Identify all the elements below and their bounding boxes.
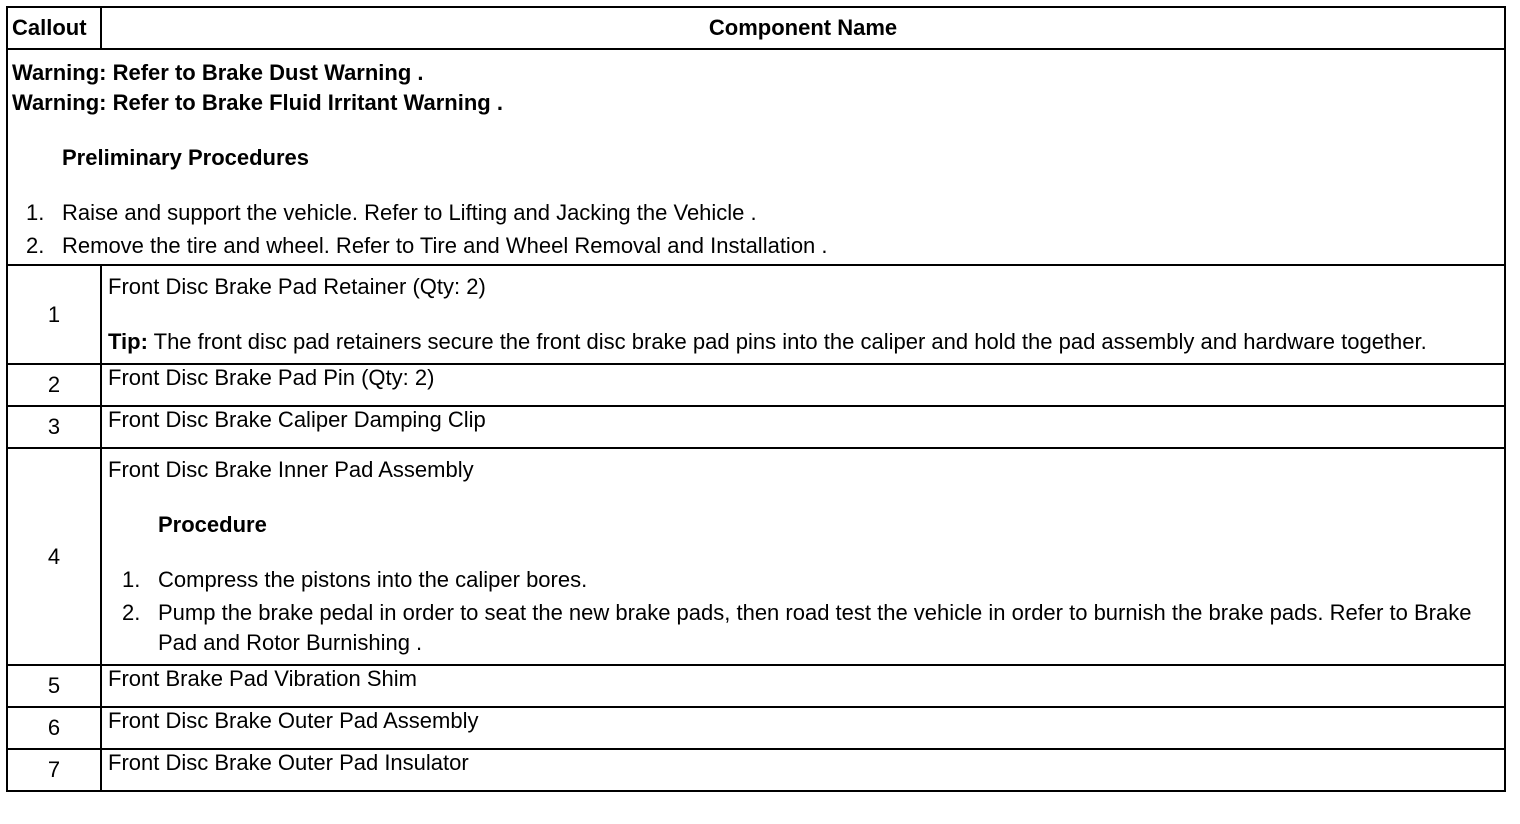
table-row — [7, 406, 1505, 448]
component-table — [6, 6, 1506, 792]
callout-number: 7 — [7, 749, 101, 791]
intro-row — [7, 49, 1505, 265]
step-text: Remove the tire and wheel. Refer to Tire and Wheel Removal and Installation . — [62, 233, 828, 258]
table-row — [7, 448, 1505, 665]
step-number: 1. — [122, 567, 141, 592]
table-row — [7, 265, 1505, 364]
component-name: Front Brake Pad Vibration Shim — [101, 665, 1505, 707]
component-name-cell — [101, 448, 1505, 665]
component-name: Front Disc Brake Pad Pin (Qty: 2) — [101, 364, 1505, 406]
step-number: 2. — [122, 600, 141, 625]
tip-label: Tip: — [108, 329, 148, 354]
procedure-title: Procedure — [158, 512, 267, 537]
step-item — [12, 231, 1500, 261]
step-number: 1. — [26, 200, 45, 225]
table-row — [7, 707, 1505, 749]
step-text: Raise and support the vehicle. Refer to Lifting and Jacking the Vehicle . — [62, 200, 757, 225]
component-name: Front Disc Brake Inner Pad Assembly — [108, 457, 474, 482]
warning-brake-fluid: Warning: Refer to Brake Fluid Irritant Warning . — [12, 90, 503, 115]
table-row — [7, 749, 1505, 791]
callout-number: 1 — [7, 265, 101, 364]
intro-cell — [7, 49, 1505, 265]
callout-number: 6 — [7, 707, 101, 749]
component-name: Front Disc Brake Outer Pad Insulator — [101, 749, 1505, 791]
callout-number: 3 — [7, 406, 101, 448]
callout-header: Callout — [7, 7, 101, 49]
preliminary-steps — [12, 198, 1500, 261]
component-name-cell — [101, 265, 1505, 364]
step-text: Pump the brake pedal in order to seat the new brake pads, then road test the vehicle in order to burnish the brake pads. Refer to Brake Pad and Rotor Burnishing . — [158, 600, 1472, 655]
component-name: Front Disc Brake Outer Pad Assembly — [101, 707, 1505, 749]
callout-number: 2 — [7, 364, 101, 406]
step-item — [12, 198, 1500, 228]
table-row — [7, 665, 1505, 707]
callout-number: 4 — [7, 448, 101, 665]
procedure-steps — [108, 565, 1498, 658]
component-name: Front Disc Brake Caliper Damping Clip — [101, 406, 1505, 448]
tip-note — [108, 327, 1498, 363]
component-name-header: Component Name — [101, 7, 1505, 49]
component-name: Front Disc Brake Pad Retainer (Qty: 2) — [108, 274, 486, 299]
tip-text: The front disc pad retainers secure the front disc brake pad pins into the caliper and hold the pad assembly and hardware together. — [147, 329, 1427, 354]
warning-brake-dust: Warning: Refer to Brake Dust Warning . — [12, 60, 424, 85]
step-item — [108, 565, 1498, 595]
step-number: 2. — [26, 233, 45, 258]
preliminary-procedures-title: Preliminary Procedures — [62, 145, 310, 170]
step-item — [108, 598, 1498, 658]
table-row — [7, 364, 1505, 406]
header-row — [7, 7, 1505, 49]
step-text: Compress the pistons into the caliper bores. — [158, 567, 588, 592]
callout-number: 5 — [7, 665, 101, 707]
